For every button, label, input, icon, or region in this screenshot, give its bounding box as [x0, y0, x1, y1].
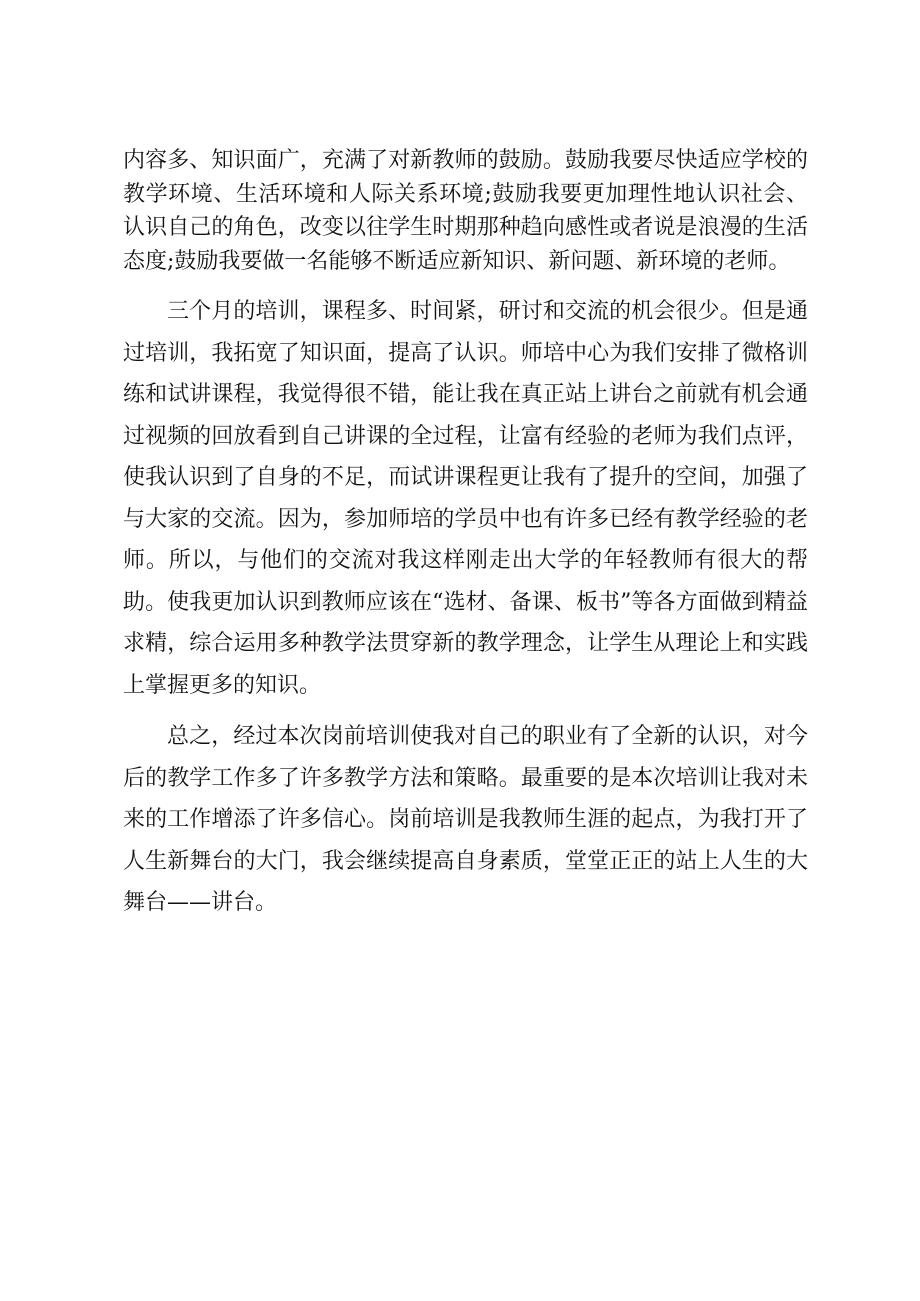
paragraph-1: 内容多、知识面广，充满了对新教师的鼓励。鼓励我要尽快适应学校的教学环境、生活环境和人际关系环境;鼓励我要更加理性地认识社会、认识自己的角色，改变以往学生时期那种趋向感性或者说是浪漫的生活态度;鼓励我要做一名能够不断适应新知识、新问题、新环境的老师。 [123, 148, 808, 274]
document-body [123, 144, 808, 924]
paragraph-3: 总之，经过本次岗前培训使我对自己的职业有了全新的认识，对今后的教学工作多了许多教学方法和策略。最重要的是本次培训让我对未来的工作增添了许多信心。岗前培训是我教师生涯的起点，为我打开了人生新舞台的大门，我会继续提高自身素质，堂堂正正的站上人生的大舞台——讲台。 [123, 724, 808, 915]
paragraph-2: 三个月的培训，课程多、时间紧，研讨和交流的机会很少。但是通过培训，我拓宽了知识面，提高了认识。师培中心为我们安排了微格训练和试讲课程，我觉得很不错，能让我在真正站上讲台之前就有机会通过视频的回放看到自己讲课的全过程，让富有经验的老师为我们点评，使我认识到了自身的不足，而试讲课程更让我有了提升的空间，加强了与大家的交流。因为，参加师培的学员中也有许多已经有教学经验的老师。所以，与他们的交流对我这样刚走出大学的年轻教师有很大的帮助。使我更加认识到教师应该在“选材、备课、板书”等各方面做到精益求精，综合运用多种教学法贯穿新的教学理念，让学生从理论上和实践上掌握更多的知识。 [123, 299, 808, 698]
